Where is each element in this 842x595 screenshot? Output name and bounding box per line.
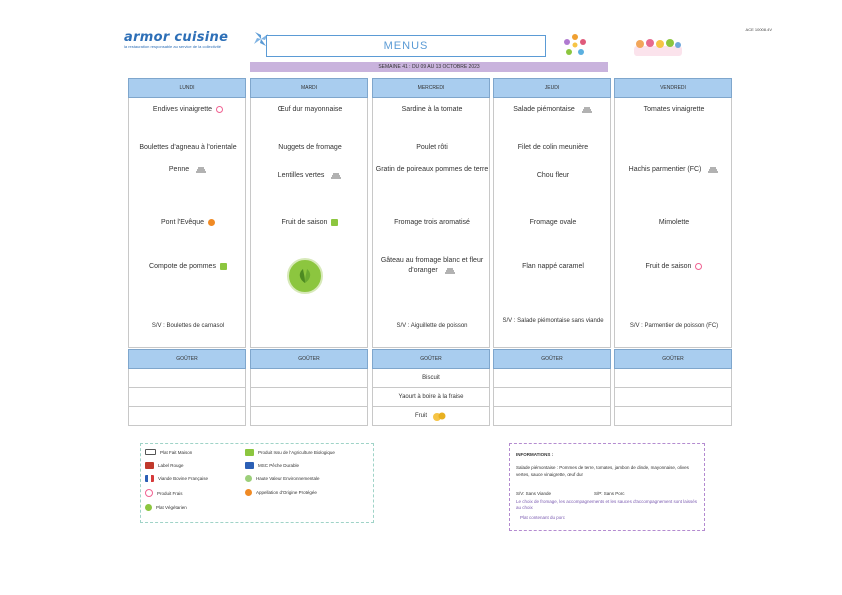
info-title: INFORMATIONS : bbox=[516, 452, 554, 457]
info-text: Salade piémontaise : Pommes de terre, tomates, jambon de dinde, mayonnaise, olives vertes, sauce vinaigrette, œuf dur bbox=[516, 465, 689, 477]
aop-icon bbox=[245, 489, 252, 496]
fresh-product-icon bbox=[216, 106, 223, 113]
homemade-icon bbox=[145, 449, 156, 455]
menu-item-cheese: Pont l'Evêque bbox=[131, 218, 245, 228]
menu-item-starter: Salade piémontaise bbox=[496, 105, 610, 115]
menu-item-alternative: S/V : Salade piémontaise sans viande bbox=[502, 318, 604, 324]
snack-header: GOÛTER bbox=[128, 349, 246, 369]
menu-item-cheese: Fromage trois aromatisé bbox=[394, 219, 470, 226]
week-banner: SEMAINE 41 : DU 09 AU 13 OCTOBRE 2023 bbox=[250, 62, 608, 72]
fruit-icon bbox=[431, 410, 447, 422]
menu-item-cheese: Fromage ovale bbox=[529, 219, 577, 226]
homemade-icon bbox=[581, 106, 593, 113]
hve-icon bbox=[245, 475, 252, 482]
information-box bbox=[509, 443, 705, 531]
snack-item bbox=[128, 388, 246, 407]
snack-header: GOÛTER bbox=[250, 349, 368, 369]
snack-header: GOÛTER bbox=[372, 349, 490, 369]
legend-item: Viande Bovine Française bbox=[145, 475, 208, 482]
snack-item: Fruit bbox=[372, 407, 490, 426]
info-sp: S/P: Sans Porc bbox=[594, 491, 625, 496]
legend-item: Plat Végétarien bbox=[145, 504, 187, 511]
day-menu bbox=[250, 98, 368, 348]
menu-item-side: Lentilles vertes bbox=[253, 171, 367, 181]
menu-item-main: Filet de colin meunière bbox=[517, 144, 589, 151]
menu-item-starter: Sardine à la tomate bbox=[401, 106, 463, 113]
homemade-icon bbox=[330, 172, 342, 179]
legend-item: MSC Pêche Durable bbox=[245, 462, 299, 469]
legend-item: Haute Valeur Environnementale bbox=[245, 475, 319, 482]
menu-item-main: Hachis parmentier (FC) bbox=[617, 165, 731, 175]
fresh-product-icon bbox=[145, 489, 153, 497]
snack-item bbox=[128, 369, 246, 388]
vegetarian-icon bbox=[145, 504, 152, 511]
legend-item: Plat Fait Maison bbox=[145, 449, 192, 455]
info-pork-note: Plat contenant du porc bbox=[520, 515, 566, 520]
document-reference: ACE 10008.4V bbox=[745, 27, 772, 32]
menu-item-dessert: Compote de pommes bbox=[131, 262, 245, 272]
snack-item bbox=[493, 369, 611, 388]
snack-item bbox=[250, 388, 368, 407]
day-column-jeudi bbox=[493, 78, 611, 434]
snack-item bbox=[493, 407, 611, 426]
homemade-icon bbox=[195, 166, 207, 173]
menu-item-dessert: Flan nappé caramel bbox=[522, 263, 584, 270]
menu-item-alternative: S/V : Aiguillette de poisson bbox=[396, 323, 468, 329]
snack-item bbox=[250, 369, 368, 388]
kids-circle-icon bbox=[561, 32, 589, 58]
info-sv: S/V: Sans Viande bbox=[516, 491, 552, 496]
msc-icon bbox=[245, 462, 254, 469]
day-header: MERCREDI bbox=[372, 78, 490, 98]
snack-item bbox=[614, 369, 732, 388]
snack-item bbox=[493, 388, 611, 407]
legend-item: Produit Frais bbox=[145, 489, 183, 497]
brand-logo: armor cuisine bbox=[124, 30, 229, 45]
label-rouge-icon bbox=[145, 462, 154, 469]
menu-item-starter: Tomates vinaigrette bbox=[643, 106, 705, 113]
menu-item-side: Chou fleur bbox=[536, 172, 570, 179]
fresh-product-icon bbox=[695, 263, 702, 270]
organic-icon bbox=[245, 449, 254, 456]
homemade-icon bbox=[444, 267, 456, 274]
children-illustration-icon bbox=[632, 34, 684, 58]
menu-item-main: Nuggets de fromage bbox=[278, 144, 342, 151]
snack-item bbox=[614, 407, 732, 426]
day-menu bbox=[614, 98, 732, 348]
day-column-mardi bbox=[250, 78, 368, 434]
legend-box bbox=[140, 443, 374, 523]
organic-icon bbox=[220, 263, 227, 270]
legend-item: Label Rouge bbox=[145, 462, 184, 469]
menu-item-cheese: Mimolette bbox=[658, 219, 690, 226]
day-menu bbox=[372, 98, 490, 348]
day-header: MARDI bbox=[250, 78, 368, 98]
french-beef-icon bbox=[145, 475, 154, 482]
snack-item bbox=[614, 388, 732, 407]
vegetarian-day-icon bbox=[287, 258, 323, 294]
day-column-vendredi bbox=[614, 78, 732, 434]
menu-item-side: Gratin de poireaux pommes de terre bbox=[375, 166, 489, 173]
menu-item-starter: Endives vinaigrette bbox=[131, 105, 245, 115]
menu-item-dessert: Fruit de saison bbox=[253, 218, 367, 228]
snack-header: GOÛTER bbox=[493, 349, 611, 369]
snack-header: GOÛTER bbox=[614, 349, 732, 369]
snack-item bbox=[128, 407, 246, 426]
legend-item: Produit Issu de l'Agriculture Biologique bbox=[245, 449, 335, 456]
day-header: LUNDI bbox=[128, 78, 246, 98]
page-title: MENUS bbox=[266, 35, 546, 57]
menu-item-main: Poulet rôti bbox=[416, 144, 448, 151]
menu-item-alternative: S/V : Boulettes de carnasol bbox=[151, 323, 225, 329]
menu-item-starter: Œuf dur mayonnaise bbox=[277, 106, 343, 113]
organic-icon bbox=[331, 219, 338, 226]
brand-subtitle: la restauration responsable au service de la collectivité bbox=[124, 44, 221, 49]
snack-item: Yaourt à boire à la fraise bbox=[372, 388, 490, 407]
aop-icon bbox=[208, 219, 215, 226]
menu-item-side: Penne bbox=[131, 165, 245, 175]
day-header: VENDREDI bbox=[614, 78, 732, 98]
homemade-icon bbox=[707, 166, 719, 173]
day-menu bbox=[493, 98, 611, 348]
day-column-lundi bbox=[128, 78, 246, 434]
snack-item: Biscuit bbox=[372, 369, 490, 388]
menu-item-main: Boulettes d'agneau à l'orientale bbox=[139, 144, 237, 151]
day-header: JEUDI bbox=[493, 78, 611, 98]
day-menu bbox=[128, 98, 246, 348]
legend-item: Appellation d'Origine Protégée bbox=[245, 489, 317, 496]
menu-item-alternative: S/V : Parmentier de poisson (FC) bbox=[629, 323, 719, 329]
menu-item-dessert: Gâteau au fromage blanc et fleur d'oranger bbox=[380, 257, 484, 274]
menu-item-dessert: Fruit de saison bbox=[617, 262, 731, 272]
info-note: Le choix de fromage, les accompagnements et les sauces d'accompagnement sont laissés au choix bbox=[516, 499, 697, 510]
day-column-mercredi bbox=[372, 78, 490, 434]
snack-item bbox=[250, 407, 368, 426]
